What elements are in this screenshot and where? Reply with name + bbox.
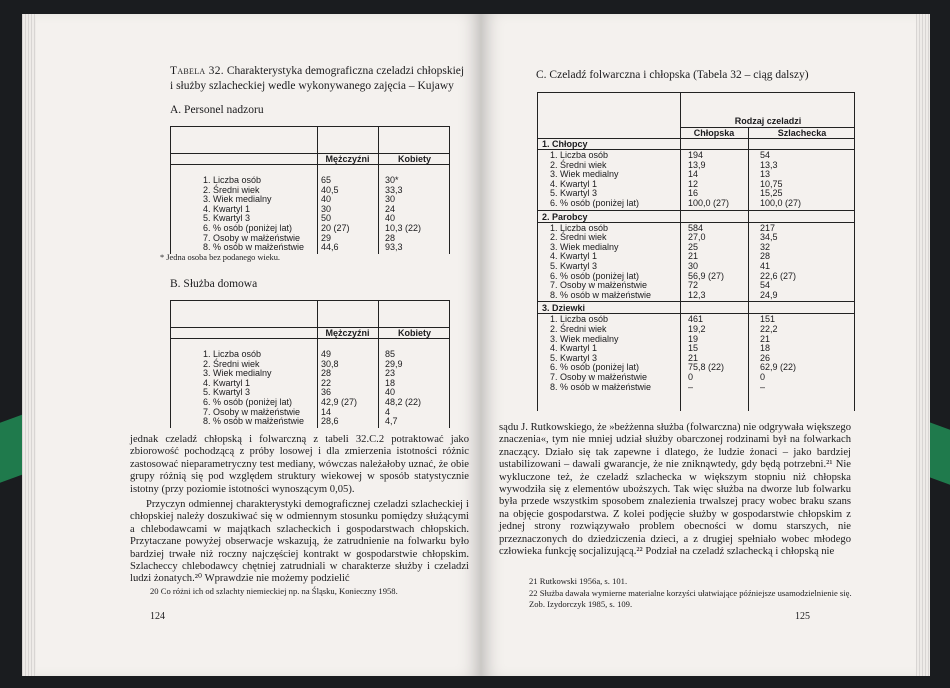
left-page-edge bbox=[22, 14, 36, 676]
value-peasant: 461 bbox=[688, 314, 704, 325]
value-women: 24 bbox=[385, 203, 396, 214]
row-label: 4. Kwartyl 1 bbox=[550, 178, 598, 189]
value-women: 4 bbox=[385, 406, 391, 417]
group-divider bbox=[538, 301, 854, 302]
value-peasant: 16 bbox=[688, 188, 699, 199]
row-label: 2. Średni wiek bbox=[550, 324, 607, 334]
value-men: 42,9 (27) bbox=[321, 397, 358, 407]
value-men: 28,6 bbox=[321, 416, 339, 427]
value-women: 40 bbox=[385, 387, 396, 398]
value-peasant: 584 bbox=[688, 222, 704, 233]
value-peasant: 75,8 (22) bbox=[688, 362, 725, 373]
row-label: 4. Kwartyl 1 bbox=[550, 251, 598, 262]
row-label: 5. Kwartyl 3 bbox=[203, 387, 251, 398]
value-noble: 100,0 (27) bbox=[760, 198, 802, 208]
value-noble: 18 bbox=[760, 343, 771, 354]
value-men: 40,5 bbox=[321, 184, 339, 195]
value-women: 28 bbox=[385, 232, 396, 243]
row-label: 3. Wiek medialny bbox=[550, 333, 619, 344]
value-noble: 32 bbox=[760, 241, 771, 252]
col-header-women: Kobiety bbox=[397, 328, 431, 338]
row-label: 2. Średni wiek bbox=[550, 159, 607, 170]
value-peasant: 21 bbox=[688, 251, 699, 262]
value-women: 30* bbox=[385, 175, 399, 185]
row-label: 5. Kwartyl 3 bbox=[203, 213, 251, 224]
table-a bbox=[170, 126, 450, 254]
table-c-caption: C. Czeladź folwarczna i chłopska (Tabela 32 – ciąg dalszy) bbox=[536, 69, 809, 81]
value-women: 85 bbox=[385, 349, 396, 359]
value-women: 23 bbox=[385, 368, 396, 379]
left-page bbox=[22, 14, 481, 676]
value-noble: 24,9 bbox=[760, 289, 778, 300]
right-page-edge bbox=[916, 14, 930, 676]
col-header-women: Kobiety bbox=[397, 154, 431, 164]
row-label: 3. Wiek medialny bbox=[203, 194, 272, 205]
group-title: 3. Dziewki bbox=[542, 303, 586, 314]
value-noble: – bbox=[760, 381, 766, 392]
row-label: 6. % osób (poniżej lat) bbox=[550, 198, 640, 208]
row-label: 6. % osób (poniżej lat) bbox=[203, 397, 293, 407]
row-label: 5. Kwartyl 3 bbox=[550, 261, 598, 271]
value-women: 18 bbox=[385, 377, 396, 388]
row-label: 5. Kwartyl 3 bbox=[550, 352, 598, 363]
group-title: 1. Chłopcy bbox=[542, 139, 588, 149]
value-women: 29,9 bbox=[385, 358, 403, 369]
row-label: 8. % osób w małżeństwie bbox=[203, 242, 305, 253]
page-number: 124 bbox=[150, 611, 165, 622]
row-label: 7. Osoby w małżeństwie bbox=[550, 372, 648, 382]
row-label: 3. Wiek medialny bbox=[550, 169, 619, 180]
value-noble: 15,25 bbox=[760, 188, 783, 199]
page-number: 125 bbox=[795, 611, 810, 622]
col-header-noble: Szlachecka bbox=[777, 128, 827, 138]
row-label: 7. Osoby w małżeństwie bbox=[203, 406, 301, 417]
value-men: 44,6 bbox=[321, 242, 339, 253]
value-peasant: 0 bbox=[688, 372, 694, 382]
value-noble: 13 bbox=[760, 169, 771, 180]
value-peasant: – bbox=[688, 381, 694, 392]
value-men: 20 (27) bbox=[321, 223, 350, 233]
value-peasant: 12 bbox=[688, 178, 699, 189]
value-men: 29 bbox=[321, 232, 332, 243]
row-label: 6. % osób (poniżej lat) bbox=[203, 223, 293, 233]
value-men: 50 bbox=[321, 213, 332, 224]
value-men: 40 bbox=[321, 194, 332, 205]
value-peasant: 19 bbox=[688, 333, 699, 344]
value-peasant: 19,2 bbox=[688, 324, 706, 334]
value-peasant: 194 bbox=[688, 150, 704, 160]
caption-label: Tabela 32. bbox=[170, 65, 224, 77]
row-label: 7. Osoby w małżeństwie bbox=[550, 280, 648, 291]
row-label: 3. Wiek medialny bbox=[203, 368, 272, 379]
value-women: 93,3 bbox=[385, 242, 403, 253]
value-noble: 62,9 (22) bbox=[760, 362, 797, 373]
table-caption bbox=[170, 64, 470, 94]
table-c bbox=[537, 92, 855, 411]
table-a-note: * Jedna osoba bez podanego wieku. bbox=[160, 253, 281, 262]
row-label: 4. Kwartyl 1 bbox=[203, 203, 251, 214]
col-header-men: Mężczyźni bbox=[325, 154, 370, 164]
group-title: 2. Parobcy bbox=[542, 211, 588, 222]
row-label: 2. Średni wiek bbox=[203, 184, 260, 195]
value-noble: 217 bbox=[760, 222, 776, 233]
value-peasant: 72 bbox=[688, 280, 699, 291]
value-men: 22 bbox=[321, 377, 332, 388]
row-label: 2. Średni wiek bbox=[550, 232, 607, 243]
row-label: 8. % osób w małżeństwie bbox=[203, 416, 305, 427]
value-peasant: 15 bbox=[688, 343, 699, 354]
group-divider bbox=[538, 210, 854, 211]
value-women: 4,7 bbox=[385, 416, 398, 427]
value-men: 30 bbox=[321, 203, 332, 214]
col-header-men: Mężczyźni bbox=[325, 328, 370, 338]
value-women: 40 bbox=[385, 213, 396, 224]
value-noble: 151 bbox=[760, 314, 776, 325]
row-label: 7. Osoby w małżeństwie bbox=[203, 232, 301, 243]
value-noble: 28 bbox=[760, 251, 771, 262]
footnote-20: 20 Co różni ich od szlachty niemieckiej np. na Śląsku, Konieczny 1958. bbox=[150, 586, 398, 596]
row-label: 1. Liczba osób bbox=[203, 175, 262, 185]
footnote-22: 22 Służba dawała wymierne materialne korzyści ułatwiające późniejsze usamodzielnienie się. Zob. Izydorczyk 1985, s. 109. bbox=[529, 588, 852, 609]
value-men: 28 bbox=[321, 368, 332, 379]
value-peasant: 56,9 (27) bbox=[688, 270, 725, 281]
value-noble: 13,3 bbox=[760, 159, 778, 170]
value-peasant: 27,0 bbox=[688, 232, 706, 243]
right-page bbox=[481, 14, 929, 676]
value-noble: 26 bbox=[760, 352, 771, 363]
value-peasant: 30 bbox=[688, 261, 699, 271]
row-label: 8. % osób w małżeństwie bbox=[550, 381, 652, 392]
value-noble: 10,75 bbox=[760, 178, 783, 189]
row-label: 5. Kwartyl 3 bbox=[550, 188, 598, 199]
row-label: 4. Kwartyl 1 bbox=[550, 343, 598, 354]
table-b bbox=[170, 300, 450, 428]
value-men: 49 bbox=[321, 349, 332, 359]
value-noble: 54 bbox=[760, 280, 771, 291]
value-women: 48,2 (22) bbox=[385, 397, 422, 407]
row-label: 1. Liczba osób bbox=[550, 314, 609, 325]
value-men: 30,8 bbox=[321, 358, 339, 369]
value-peasant: 13,9 bbox=[688, 159, 706, 170]
value-noble: 22,2 bbox=[760, 324, 778, 334]
value-women: 30 bbox=[385, 194, 396, 205]
row-label: 4. Kwartyl 1 bbox=[203, 377, 251, 388]
group-divider bbox=[538, 222, 854, 223]
row-label: 6. % osób (poniżej lat) bbox=[550, 362, 640, 373]
group-divider bbox=[538, 149, 854, 150]
section-a-title: A. Personel nadzoru bbox=[170, 104, 264, 116]
value-noble: 41 bbox=[760, 261, 771, 271]
caption-text: Charakterystyka demograficzna czeladzi chłopskiej i służby szlacheckiej wedle wykonywanego zajęcia – Kujawy bbox=[170, 65, 465, 92]
row-label: 1. Liczba osób bbox=[203, 349, 262, 359]
paragraph-2: Przyczyn odmiennej charakterystyki demograficznej czeladzi szlacheckiej i chłopskiej należy doszukiwać się w odmiennym stosunku pomiędzy służącymi a chlebodawcami w majątkach szlacheckich i gospodarstwach chłopskich. Przytaczane powyżej obserwacje wskazują, że zatrudnienie na folwarku było bardziej trwałe niż roczny najczęściej kontrakt w gospodarstwie chłopskim. Szlacheccy chlebodawcy chętniej zatrudniali w charakterze służby i czeladzi ludzi żonatych.²⁰ Wprawdzie nie możemy podzielić bbox=[130, 499, 469, 585]
row-label: 2. Średni wiek bbox=[203, 358, 260, 369]
value-noble: 34,5 bbox=[760, 232, 778, 243]
row-label: 3. Wiek medialny bbox=[550, 241, 619, 252]
value-noble: 54 bbox=[760, 150, 771, 160]
value-men: 65 bbox=[321, 175, 332, 185]
col-header-peasant: Chłopska bbox=[693, 128, 735, 138]
value-men: 14 bbox=[321, 406, 332, 417]
section-b-title: B. Służba domowa bbox=[170, 278, 258, 290]
value-women: 33,3 bbox=[385, 184, 403, 195]
value-peasant: 14 bbox=[688, 169, 699, 180]
value-peasant: 21 bbox=[688, 352, 699, 363]
row-label: 6. % osób (poniżej lat) bbox=[550, 270, 640, 281]
value-peasant: 25 bbox=[688, 241, 699, 252]
footnote-21: 21 Rutkowski 1956a, s. 101. bbox=[529, 576, 628, 586]
value-noble: 22,6 (27) bbox=[760, 270, 797, 281]
paragraph-1: jednak czeladź chłopską i folwarczną z tabeli 32.C.2 potraktować jako zbiorowość pochodzącą z próby losowej i dla zmierzenia istotności różnic zastosować nieparametryczny test mediany, wówczas należałoby uznać, że obie grupy różnią się pod względem struktury wiekowej w sposób statystycznie istotny (przy poziomie istotności wynoszącym 0,05). bbox=[130, 434, 469, 495]
value-women: 10,3 (22) bbox=[385, 223, 422, 233]
value-noble: 0 bbox=[760, 372, 766, 382]
row-label: 1. Liczba osób bbox=[550, 150, 609, 160]
group-divider bbox=[538, 313, 854, 314]
row-label: 8. % osób w małżeństwie bbox=[550, 289, 652, 300]
value-peasant: 12,3 bbox=[688, 289, 706, 300]
value-peasant: 100,0 (27) bbox=[688, 198, 730, 208]
header-group: Rodzaj czeladzi bbox=[734, 116, 802, 126]
value-men: 36 bbox=[321, 387, 332, 398]
paragraph-3: sądu J. Rutkowskiego, że »beżżenna służba (folwarczna) nie odgrywała większego znaczenia«, tym nie mniej udział służby obarczonej rodzinami był na folwarkach znaczący. Działo się tak zapewne i dlatego, że ludzie żonaci – jako bardziej ustabilizowani – dawali gwarancje, że nie zniknąwtedy, gdy będą potrzebni.²¹ Nie wykluczone też, że czeladź szlachecka w większym stopniu niż chłopska wywodziła się z elementów uboższych. Tak więc służba na dworze lub folwarku była przede wszystkim sposobem znalezienia trwalszej pracy wobec braku szans na objęcie gospodarstwa. Z kolei podjęcie służby w gospodarstwie chłopskim z jednej strony rozwiązywało problem obecności w domu starszych, nie przeznaczonych do dziedziczenia dzieci, a z drugiej spełniało wobec młodego człowieka funkcję socjalizującą.²² Podział na czeladź szlachecką i chłopską nie bbox=[499, 422, 851, 558]
value-noble: 21 bbox=[760, 333, 771, 344]
row-label: 1. Liczba osób bbox=[550, 222, 609, 233]
